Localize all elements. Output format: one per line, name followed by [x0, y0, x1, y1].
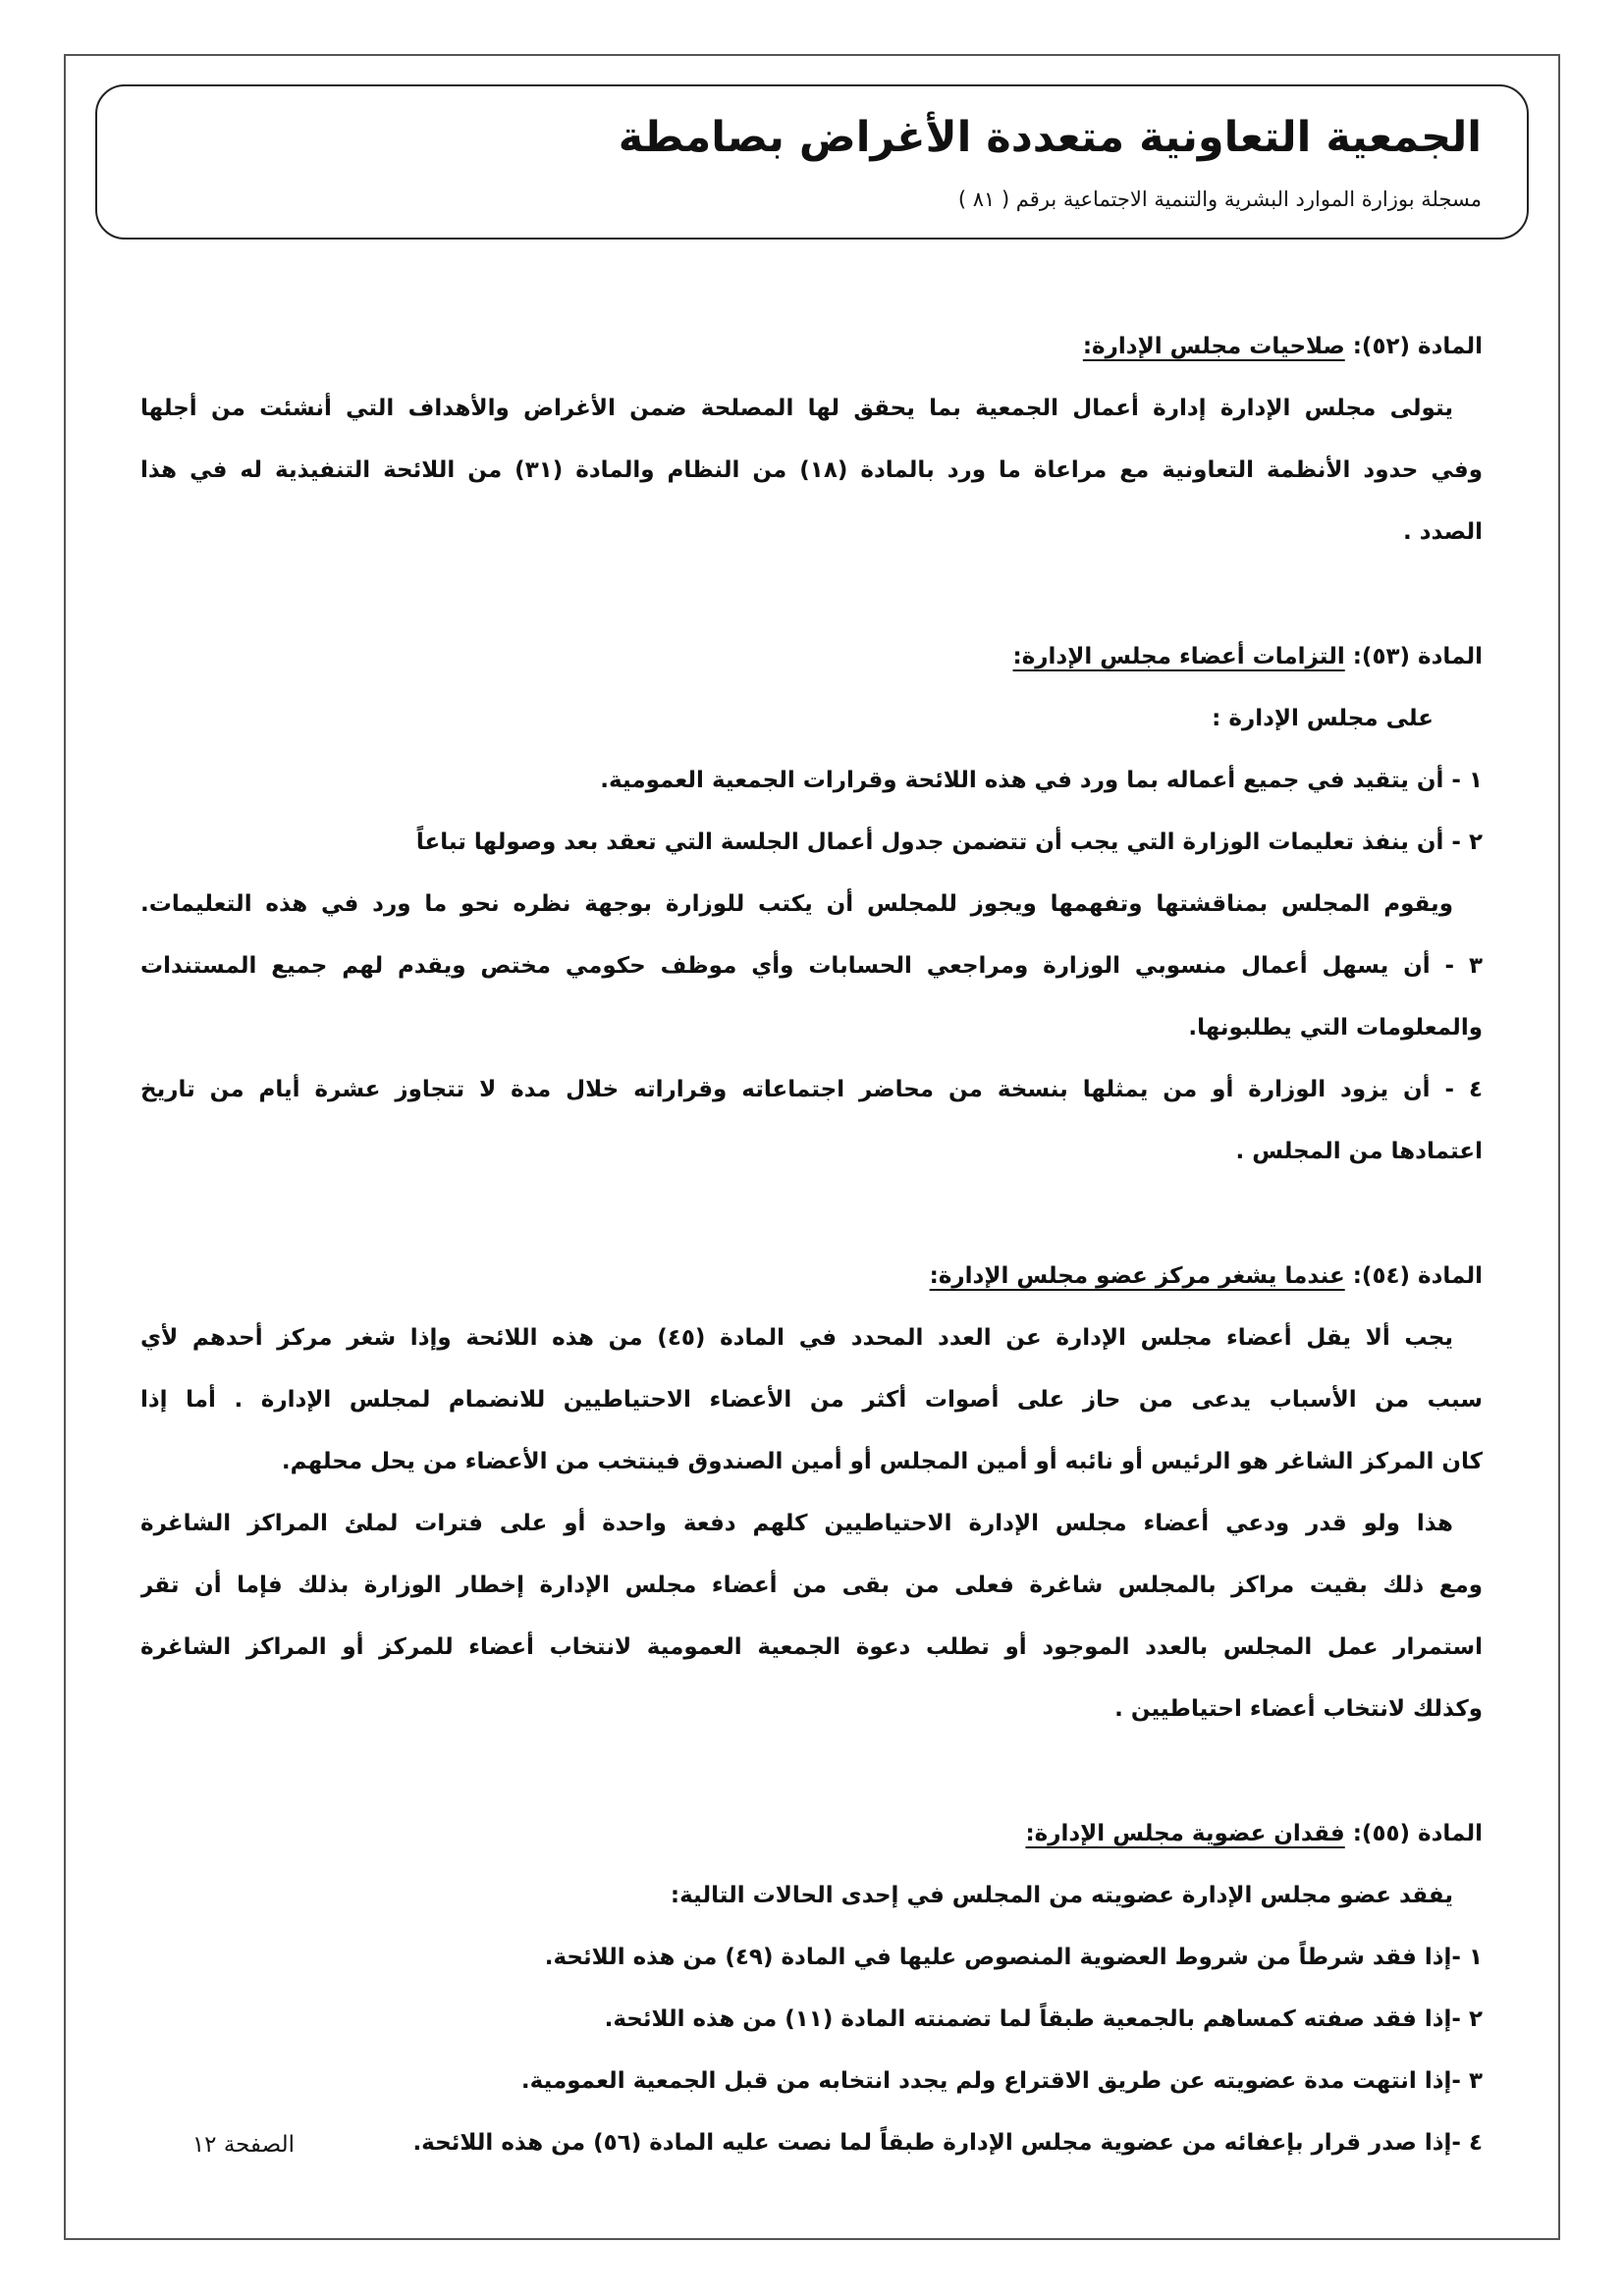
list-item: ١ - أن يتقيد في جميع أعماله بما ورد في هذه اللائحة وقرارات الجمعية العمومية. — [600, 768, 1483, 793]
paragraph-line: يجب ألا يقل أعضاء مجلس الإدارة عن العدد المحدد في المادة (٤٥) من هذه اللائحة وإذا شغر مركز أحدهم لأي — [140, 1325, 1453, 1351]
paragraph-line: كان المركز الشاغر هو الرئيس أو نائبه أو أمين المجلس أو أمين الصندوق فينتخب من الأعضاء من يحل محلهم. — [281, 1449, 1483, 1474]
list-item: ٤ -إذا صدر قرار بإعفائه من عضوية مجلس الإدارة طبقاً لما نصت عليه المادة (٥٦) من هذه اللائحة. — [412, 2130, 1483, 2156]
paragraph-line: يتولى مجلس الإدارة إدارة أعمال الجمعية بما يحقق لها المصلحة ضمن الأغراض والأهداف التي أنشئت من أجلها — [140, 396, 1453, 421]
article-53 — [140, 626, 1483, 1183]
paragraph-line: ومع ذلك بقيت مراكز بالمجلس شاغرة فعلى من بقى من أعضاء مجلس الإدارة إخطار الوزارة بذلك فإما أن تقر — [140, 1573, 1483, 1598]
paragraph-line: هذا ولو قدر ودعي أعضاء مجلس الإدارة الاحتياطيين كلهم دفعة واحدة أو على فترات لملئ المراكز الشاغرة — [140, 1511, 1453, 1536]
list-item: ١ -إذا فقد شرطاً من شروط العضوية المنصوص عليها في المادة (٤٩) من هذه اللائحة. — [544, 1945, 1483, 1970]
registration-line: مسجلة بوزارة الموارد البشرية والتنمية الاجتماعية برقم ( ٨١ ) — [957, 187, 1482, 211]
document-body — [140, 316, 1483, 2174]
article-title: صلاحيات مجلس الإدارة: — [1082, 334, 1345, 359]
article-heading — [140, 626, 1483, 688]
paragraph-line: اعتمادها من المجلس . — [1235, 1139, 1483, 1164]
article-title: عندما يشغر مركز عضو مجلس الإدارة: — [929, 1263, 1345, 1289]
article-54 — [140, 1246, 1483, 1740]
article-label: المادة (٥٤): — [1344, 1263, 1483, 1289]
article-label: المادة (٥٣): — [1344, 644, 1483, 669]
paragraph-line: سبب من الأسباب يدعى من حاز على أصوات أكثر من الأعضاء الاحتياطيين للانضمام لمجلس الإدارة . أما إذا — [140, 1387, 1483, 1413]
paragraph-line: الصدد . — [1402, 519, 1483, 545]
list-item: ٢ -إذا فقد صفته كمساهم بالجمعية طبقاً لما تضمنته المادة (١١) من هذه اللائحة. — [604, 2006, 1483, 2032]
article-title: التزامات أعضاء مجلس الإدارة: — [1012, 644, 1345, 669]
paragraph-line: استمرار عمل المجلس بالعدد الموجود أو تطلب دعوة الجمعية العمومية لانتخاب أعضاء للمركز أو المراكز الشاغرة — [140, 1634, 1483, 1660]
list-item: ٣ - أن يسهل أعمال منسوبي الوزارة ومراجعي الحسابات وأي موظف حكومي مختص ويقدم لهم جميع المستندات — [140, 953, 1483, 979]
paragraph-line: يفقد عضو مجلس الإدارة عضويته من المجلس في إحدى الحالات التالية: — [670, 1883, 1453, 1908]
article-55 — [140, 1803, 1483, 2174]
list-item: ٢ - أن ينفذ تعليمات الوزارة التي يجب أن تتضمن جدول أعمال الجلسة التي تعقد بعد وصولها تباعاً — [415, 829, 1483, 855]
article-label: المادة (٥٢): — [1344, 334, 1483, 359]
paragraph-line: وكذلك لانتخاب أعضاء احتياطيين . — [1114, 1696, 1483, 1722]
paragraph-line: ويقوم المجلس بمناقشتها وتفهمها ويجوز للمجلس أن يكتب للوزارة بوجهة نظره نحو ما ورد في هذه التعليمات. — [140, 891, 1453, 917]
article-52 — [140, 316, 1483, 563]
paragraph-line: وفي حدود الأنظمة التعاونية مع مراعاة ما ورد بالمادة (١٨) من النظام والمادة (٣١) من اللائحة التنفيذية له في هذا — [140, 457, 1483, 483]
article-heading — [140, 1803, 1483, 1865]
article-label: المادة (٥٥): — [1344, 1821, 1483, 1846]
paragraph-line: والمعلومات التي يطلبونها. — [1188, 1015, 1483, 1041]
spacer — [140, 1183, 1483, 1246]
list-item: ٤ - أن يزود الوزارة أو من يمثلها بنسخة من محاضر اجتماعاته وقراراته خلال مدة لا تتجاوز عشرة أيام من تاريخ — [140, 1077, 1483, 1102]
spacer — [140, 563, 1483, 626]
article-heading — [140, 316, 1483, 378]
spacer — [140, 1740, 1483, 1803]
org-name: الجمعية التعاونية متعددة الأغراض بصامطة — [618, 113, 1482, 162]
list-item: ٣ -إذا انتهت مدة عضويته عن طريق الاقتراع ولم يجدد انتخابه من قبل الجمعية العمومية. — [520, 2068, 1483, 2094]
page-number: الصفحة ١٢ — [191, 2132, 295, 2158]
article-heading — [140, 1246, 1483, 1308]
article-title: فقدان عضوية مجلس الإدارة: — [1025, 1821, 1345, 1846]
paragraph-line: على مجلس الإدارة : — [1212, 706, 1434, 731]
